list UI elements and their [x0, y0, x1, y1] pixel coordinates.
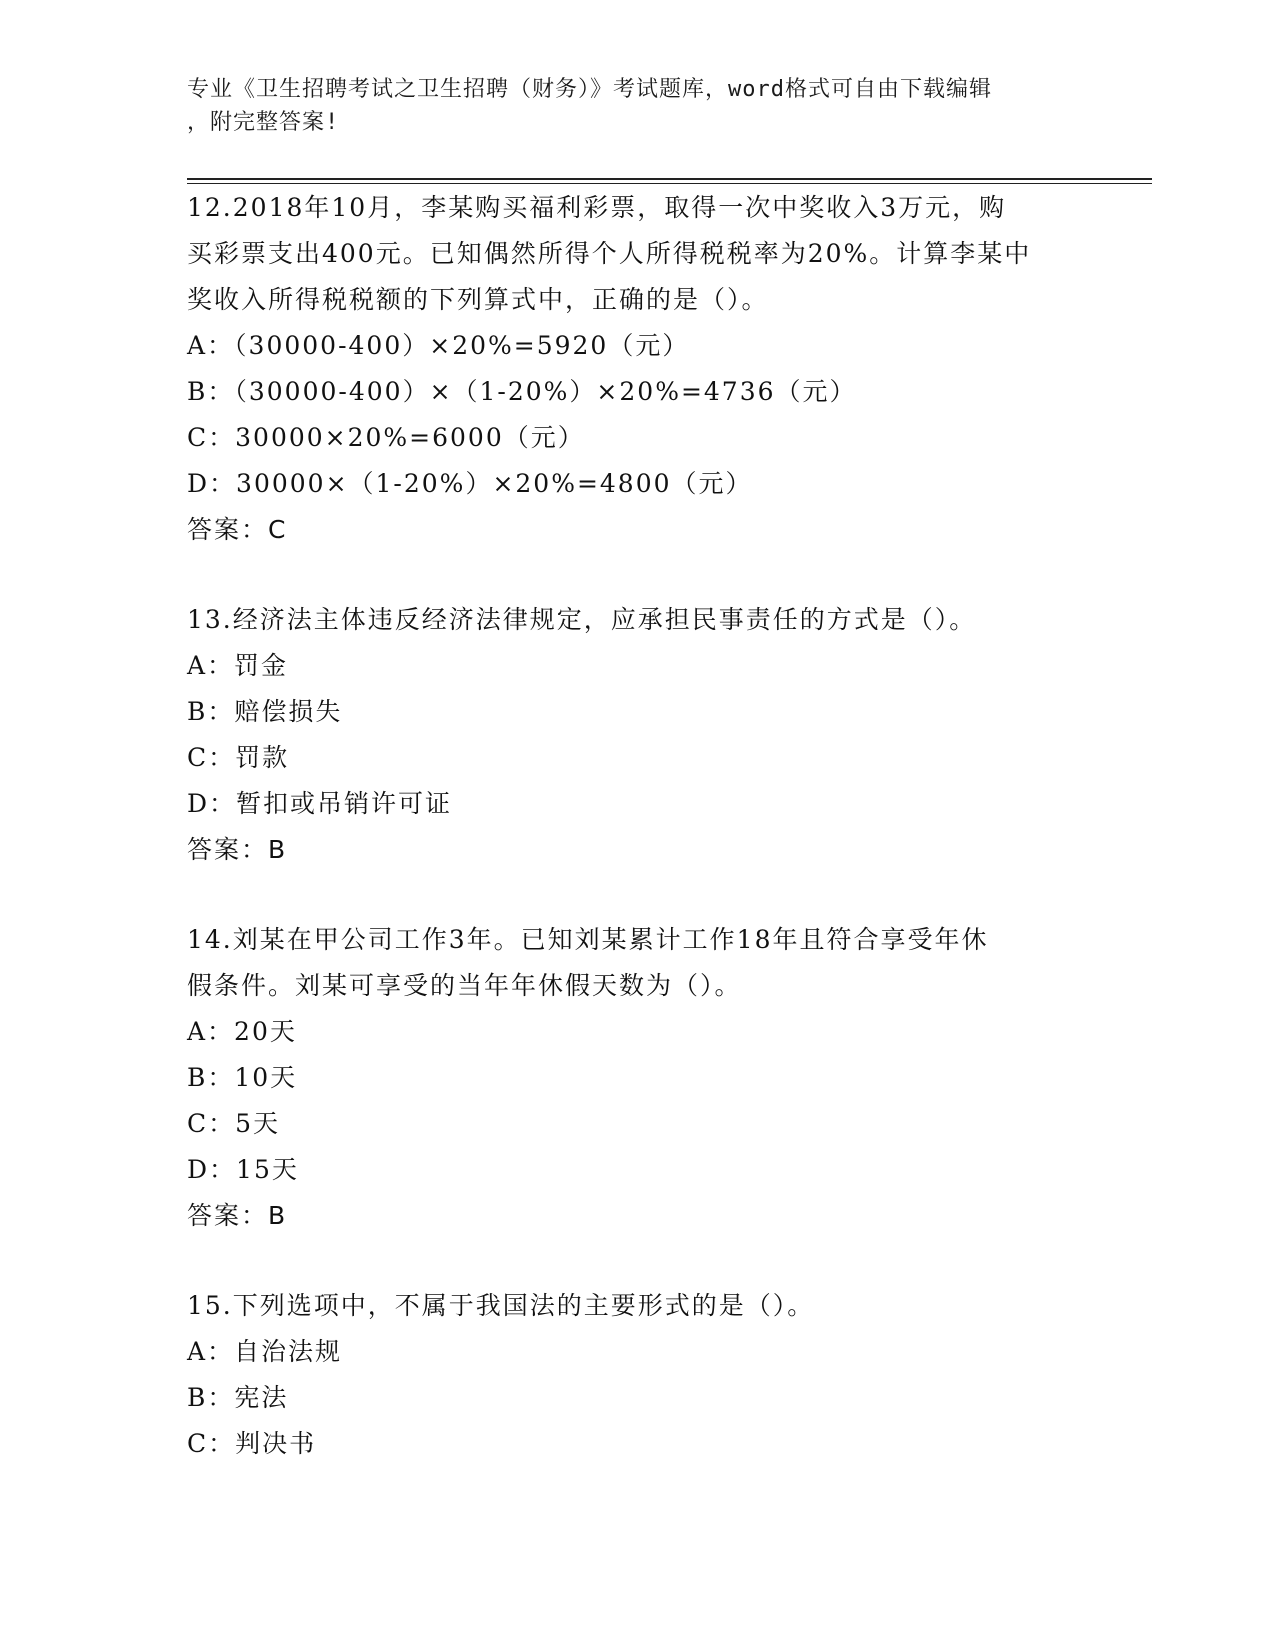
option-d: D：30000×（1-20%）×20%=4800（元） — [187, 469, 753, 498]
option-b: B：10天 — [187, 1063, 298, 1092]
header-rule-thin — [187, 183, 1152, 184]
option-c: C：30000×20%=6000（元） — [187, 423, 585, 452]
document-header — [187, 73, 1067, 139]
option-a: A：自治法规 — [187, 1337, 343, 1366]
option-b: B：宪法 — [187, 1383, 289, 1412]
option-a: A：罚金 — [187, 651, 289, 680]
header-rule-thick — [187, 178, 1152, 180]
option-b: B：（30000-400）×（1-20%）×20%=4736（元） — [187, 377, 857, 406]
header-line-2: ，附完整答案! — [187, 110, 340, 135]
option-d: D：暂扣或吊销许可证 — [187, 789, 453, 818]
header-line-1: 专业《卫生招聘考试之卫生招聘（财务）》考试题库，word格式可自由下载编辑 — [187, 77, 992, 102]
option-a: A：20天 — [187, 1017, 297, 1046]
answer: 答案：B — [187, 835, 288, 864]
answer: 答案：B — [187, 1201, 288, 1230]
option-a: A：（30000-400）×20%=5920（元） — [187, 331, 690, 360]
question-text-line: 12.2018年10月，李某购买福利彩票，取得一次中奖收入3万元，购 — [187, 193, 1007, 222]
question-13 — [187, 597, 1087, 873]
question-text-line: 假条件。刘某可享受的当年年休假天数为（）。 — [187, 971, 742, 1000]
question-14 — [187, 917, 1087, 1239]
question-text-line: 买彩票支出400元。已知偶然所得个人所得税税率为20%。计算李某中 — [187, 239, 1032, 268]
question-text-line: 15.下列选项中，不属于我国法的主要形式的是（）。 — [187, 1291, 815, 1320]
answer: 答案：C — [187, 515, 288, 544]
question-text-line: 14.刘某在甲公司工作3年。已知刘某累计工作18年且符合享受年休 — [187, 925, 989, 954]
option-b: B：赔偿损失 — [187, 697, 343, 726]
question-list — [187, 185, 1087, 1467]
question-text-line: 奖收入所得税税额的下列算式中，正确的是（）。 — [187, 285, 769, 314]
question-text-line: 13.经济法主体违反经济法律规定，应承担民事责任的方式是（）。 — [187, 605, 977, 634]
option-c: C：5天 — [187, 1109, 281, 1138]
question-12 — [187, 185, 1087, 553]
option-c: C：判决书 — [187, 1429, 317, 1458]
question-15 — [187, 1283, 1087, 1467]
option-c: C：罚款 — [187, 743, 290, 772]
option-d: D：15天 — [187, 1155, 299, 1184]
